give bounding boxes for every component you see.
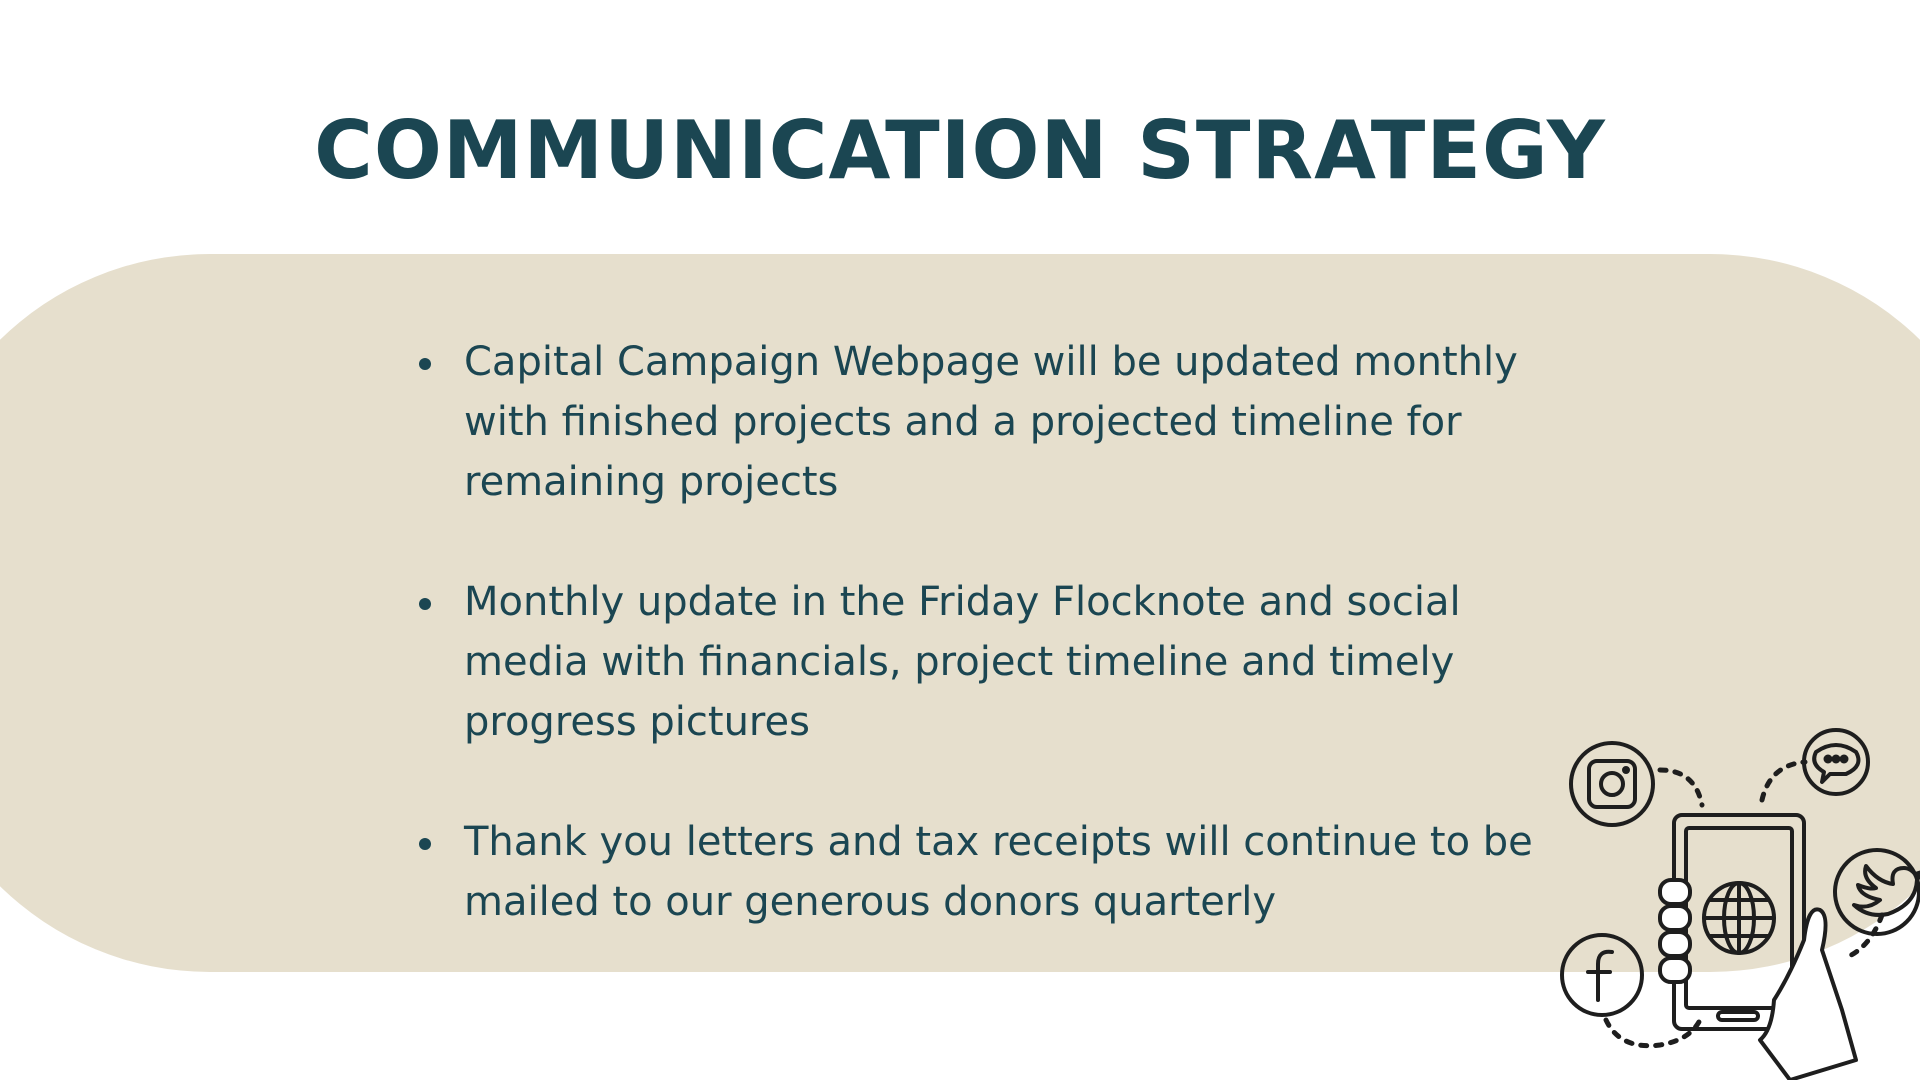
hand-icon	[1660, 880, 1856, 1080]
facebook-icon	[1562, 935, 1642, 1015]
social-media-illustration	[1555, 720, 1920, 1080]
bullet-list	[414, 332, 1564, 992]
slide-title: COMMUNICATION STRATEGY	[314, 104, 1606, 197]
chat-bubble-icon	[1804, 730, 1868, 794]
bullet-item: Capital Campaign Webpage will be updated monthly with finished projects and a projected timeline for remaining projects	[414, 332, 1564, 512]
bullet-item: Monthly update in the Friday Flocknote and social media with financials, project timeline and timely progress pictures	[414, 572, 1564, 752]
bullet-item: Thank you letters and tax receipts will continue to be mailed to our generous donors quarterly	[414, 812, 1564, 932]
instagram-icon	[1571, 743, 1653, 825]
globe-icon	[1704, 883, 1774, 953]
